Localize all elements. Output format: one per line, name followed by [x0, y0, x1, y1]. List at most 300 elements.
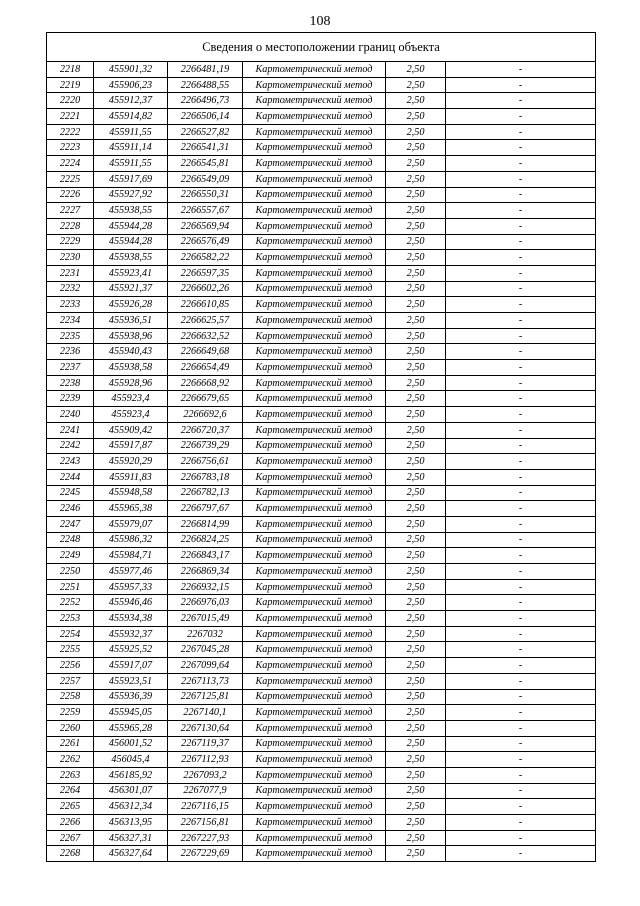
y-coordinate-cell: 2266797,67	[168, 501, 243, 517]
y-coordinate-cell: 2267229,69	[168, 846, 243, 862]
y-coordinate-cell: 2266632,52	[168, 328, 243, 344]
table-row	[47, 109, 596, 125]
y-coordinate-cell: 2266932,15	[168, 579, 243, 595]
point-number-cell: 2265	[47, 799, 94, 815]
point-number-cell: 2224	[47, 156, 94, 172]
y-coordinate-cell: 2266602,26	[168, 281, 243, 297]
table-row	[47, 265, 596, 281]
table-row	[47, 124, 596, 140]
precision-cell: 2,50	[386, 642, 446, 658]
precision-cell: 2,50	[386, 391, 446, 407]
method-cell: Картометрический метод	[243, 579, 386, 595]
y-coordinate-cell: 2266597,35	[168, 265, 243, 281]
table-row	[47, 815, 596, 831]
method-cell: Картометрический метод	[243, 626, 386, 642]
y-coordinate-cell: 2267093,2	[168, 767, 243, 783]
description-cell: -	[446, 799, 596, 815]
y-coordinate-cell: 2266739,29	[168, 438, 243, 454]
description-cell: -	[446, 752, 596, 768]
method-cell: Картометрический метод	[243, 846, 386, 862]
description-cell: -	[446, 564, 596, 580]
description-cell: -	[446, 815, 596, 831]
precision-cell: 2,50	[386, 752, 446, 768]
description-cell: -	[446, 532, 596, 548]
table-row	[47, 705, 596, 721]
precision-cell: 2,50	[386, 422, 446, 438]
description-cell: -	[446, 689, 596, 705]
description-cell: -	[446, 265, 596, 281]
table-row	[47, 77, 596, 93]
description-cell: -	[446, 658, 596, 674]
x-coordinate-cell: 455936,51	[94, 313, 168, 329]
precision-cell: 2,50	[386, 93, 446, 109]
point-number-cell: 2226	[47, 187, 94, 203]
boundary-coordinates-table	[46, 32, 596, 862]
method-cell: Картометрический метод	[243, 171, 386, 187]
description-cell: -	[446, 140, 596, 156]
x-coordinate-cell: 455901,32	[94, 62, 168, 78]
y-coordinate-cell: 2267125,81	[168, 689, 243, 705]
precision-cell: 2,50	[386, 532, 446, 548]
method-cell: Картометрический метод	[243, 140, 386, 156]
table-row	[47, 391, 596, 407]
x-coordinate-cell: 455911,83	[94, 469, 168, 485]
x-coordinate-cell: 455926,28	[94, 297, 168, 313]
method-cell: Картометрический метод	[243, 62, 386, 78]
precision-cell: 2,50	[386, 140, 446, 156]
point-number-cell: 2249	[47, 548, 94, 564]
x-coordinate-cell: 455938,58	[94, 360, 168, 376]
method-cell: Картометрический метод	[243, 407, 386, 423]
x-coordinate-cell: 455948,58	[94, 485, 168, 501]
y-coordinate-cell: 2266869,34	[168, 564, 243, 580]
y-coordinate-cell: 2266481,19	[168, 62, 243, 78]
x-coordinate-cell: 455923,4	[94, 391, 168, 407]
y-coordinate-cell: 2266610,85	[168, 297, 243, 313]
point-number-cell: 2240	[47, 407, 94, 423]
description-cell: -	[446, 469, 596, 485]
x-coordinate-cell: 455917,87	[94, 438, 168, 454]
precision-cell: 2,50	[386, 156, 446, 172]
table-row	[47, 783, 596, 799]
precision-cell: 2,50	[386, 313, 446, 329]
method-cell: Картометрический метод	[243, 642, 386, 658]
precision-cell: 2,50	[386, 265, 446, 281]
method-cell: Картометрический метод	[243, 265, 386, 281]
table-body	[47, 33, 596, 862]
page-number: 108	[309, 14, 331, 29]
method-cell: Картометрический метод	[243, 595, 386, 611]
method-cell: Картометрический метод	[243, 532, 386, 548]
table-row	[47, 564, 596, 580]
x-coordinate-cell: 455957,33	[94, 579, 168, 595]
x-coordinate-cell: 455938,96	[94, 328, 168, 344]
point-number-cell: 2241	[47, 422, 94, 438]
point-number-cell: 2251	[47, 579, 94, 595]
method-cell: Картометрический метод	[243, 250, 386, 266]
point-number-cell: 2223	[47, 140, 94, 156]
precision-cell: 2,50	[386, 595, 446, 611]
method-cell: Картометрический метод	[243, 815, 386, 831]
table-row	[47, 595, 596, 611]
point-number-cell: 2244	[47, 469, 94, 485]
x-coordinate-cell: 456327,64	[94, 846, 168, 862]
method-cell: Картометрический метод	[243, 391, 386, 407]
y-coordinate-cell: 2266496,73	[168, 93, 243, 109]
description-cell: -	[446, 673, 596, 689]
table-row	[47, 830, 596, 846]
table-row	[47, 313, 596, 329]
x-coordinate-cell: 456045,4	[94, 752, 168, 768]
precision-cell: 2,50	[386, 187, 446, 203]
precision-cell: 2,50	[386, 203, 446, 219]
table-title-row	[47, 33, 596, 62]
y-coordinate-cell: 2266668,92	[168, 375, 243, 391]
point-number-cell: 2264	[47, 783, 94, 799]
x-coordinate-cell: 455984,71	[94, 548, 168, 564]
x-coordinate-cell: 455912,37	[94, 93, 168, 109]
description-cell: -	[446, 438, 596, 454]
method-cell: Картометрический метод	[243, 689, 386, 705]
description-cell: -	[446, 156, 596, 172]
y-coordinate-cell: 2267140,1	[168, 705, 243, 721]
precision-cell: 2,50	[386, 454, 446, 470]
table-row	[47, 422, 596, 438]
description-cell: -	[446, 548, 596, 564]
method-cell: Картометрический метод	[243, 799, 386, 815]
y-coordinate-cell: 2266756,61	[168, 454, 243, 470]
description-cell: -	[446, 171, 596, 187]
precision-cell: 2,50	[386, 124, 446, 140]
y-coordinate-cell: 2267227,93	[168, 830, 243, 846]
table-row	[47, 187, 596, 203]
method-cell: Картометрический метод	[243, 516, 386, 532]
x-coordinate-cell: 455944,28	[94, 218, 168, 234]
description-cell: -	[446, 187, 596, 203]
point-number-cell: 2237	[47, 360, 94, 376]
point-number-cell: 2252	[47, 595, 94, 611]
precision-cell: 2,50	[386, 328, 446, 344]
description-cell: -	[446, 516, 596, 532]
table-row	[47, 375, 596, 391]
method-cell: Картометрический метод	[243, 218, 386, 234]
y-coordinate-cell: 2266541,31	[168, 140, 243, 156]
description-cell: -	[446, 62, 596, 78]
precision-cell: 2,50	[386, 218, 446, 234]
method-cell: Картометрический метод	[243, 564, 386, 580]
description-cell: -	[446, 485, 596, 501]
y-coordinate-cell: 2266649,68	[168, 344, 243, 360]
x-coordinate-cell: 455938,55	[94, 250, 168, 266]
table-row	[47, 642, 596, 658]
y-coordinate-cell: 2267032	[168, 626, 243, 642]
table-row	[47, 673, 596, 689]
y-coordinate-cell: 2266976,03	[168, 595, 243, 611]
method-cell: Картометрический метод	[243, 124, 386, 140]
x-coordinate-cell: 455944,28	[94, 234, 168, 250]
point-number-cell: 2222	[47, 124, 94, 140]
description-cell: -	[446, 501, 596, 517]
x-coordinate-cell: 455911,14	[94, 140, 168, 156]
x-coordinate-cell: 455906,23	[94, 77, 168, 93]
method-cell: Картометрический метод	[243, 720, 386, 736]
table-row	[47, 156, 596, 172]
precision-cell: 2,50	[386, 360, 446, 376]
method-cell: Картометрический метод	[243, 611, 386, 627]
point-number-cell: 2238	[47, 375, 94, 391]
x-coordinate-cell: 455911,55	[94, 124, 168, 140]
x-coordinate-cell: 456313,95	[94, 815, 168, 831]
description-cell: -	[446, 830, 596, 846]
table-row	[47, 752, 596, 768]
method-cell: Картометрический метод	[243, 187, 386, 203]
description-cell: -	[446, 626, 596, 642]
table-row	[47, 689, 596, 705]
point-number-cell: 2229	[47, 234, 94, 250]
point-number-cell: 2259	[47, 705, 94, 721]
point-number-cell: 2253	[47, 611, 94, 627]
table-row	[47, 438, 596, 454]
x-coordinate-cell: 455936,39	[94, 689, 168, 705]
method-cell: Картометрический метод	[243, 485, 386, 501]
description-cell: -	[446, 218, 596, 234]
method-cell: Картометрический метод	[243, 344, 386, 360]
y-coordinate-cell: 2266576,49	[168, 234, 243, 250]
point-number-cell: 2239	[47, 391, 94, 407]
x-coordinate-cell: 456301,07	[94, 783, 168, 799]
method-cell: Картометрический метод	[243, 328, 386, 344]
precision-cell: 2,50	[386, 689, 446, 705]
y-coordinate-cell: 2266549,09	[168, 171, 243, 187]
method-cell: Картометрический метод	[243, 156, 386, 172]
x-coordinate-cell: 455945,05	[94, 705, 168, 721]
description-cell: -	[446, 736, 596, 752]
precision-cell: 2,50	[386, 516, 446, 532]
precision-cell: 2,50	[386, 799, 446, 815]
method-cell: Картометрический метод	[243, 752, 386, 768]
method-cell: Картометрический метод	[243, 469, 386, 485]
point-number-cell: 2260	[47, 720, 94, 736]
table-row	[47, 532, 596, 548]
point-number-cell: 2257	[47, 673, 94, 689]
point-number-cell: 2261	[47, 736, 94, 752]
x-coordinate-cell: 455923,51	[94, 673, 168, 689]
description-cell: -	[446, 391, 596, 407]
table-row	[47, 62, 596, 78]
x-coordinate-cell: 455914,82	[94, 109, 168, 125]
point-number-cell: 2233	[47, 297, 94, 313]
y-coordinate-cell: 2267130,64	[168, 720, 243, 736]
y-coordinate-cell: 2266550,31	[168, 187, 243, 203]
method-cell: Картометрический метод	[243, 501, 386, 517]
method-cell: Картометрический метод	[243, 375, 386, 391]
x-coordinate-cell: 455940,43	[94, 344, 168, 360]
precision-cell: 2,50	[386, 501, 446, 517]
x-coordinate-cell: 455934,38	[94, 611, 168, 627]
table-row	[47, 344, 596, 360]
description-cell: -	[446, 611, 596, 627]
precision-cell: 2,50	[386, 375, 446, 391]
method-cell: Картометрический метод	[243, 77, 386, 93]
y-coordinate-cell: 2266488,55	[168, 77, 243, 93]
method-cell: Картометрический метод	[243, 422, 386, 438]
precision-cell: 2,50	[386, 62, 446, 78]
method-cell: Картометрический метод	[243, 297, 386, 313]
x-coordinate-cell: 456312,34	[94, 799, 168, 815]
method-cell: Картометрический метод	[243, 360, 386, 376]
table-row	[47, 93, 596, 109]
precision-cell: 2,50	[386, 830, 446, 846]
description-cell: -	[446, 705, 596, 721]
precision-cell: 2,50	[386, 705, 446, 721]
description-cell: -	[446, 595, 596, 611]
description-cell: -	[446, 250, 596, 266]
table-title: Сведения о местоположении границ объекта	[47, 33, 596, 62]
precision-cell: 2,50	[386, 297, 446, 313]
y-coordinate-cell: 2266824,25	[168, 532, 243, 548]
method-cell: Картометрический метод	[243, 736, 386, 752]
description-cell: -	[446, 767, 596, 783]
x-coordinate-cell: 455928,96	[94, 375, 168, 391]
point-number-cell: 2263	[47, 767, 94, 783]
table-row	[47, 626, 596, 642]
description-cell: -	[446, 642, 596, 658]
point-number-cell: 2254	[47, 626, 94, 642]
precision-cell: 2,50	[386, 485, 446, 501]
point-number-cell: 2248	[47, 532, 94, 548]
x-coordinate-cell: 455909,42	[94, 422, 168, 438]
x-coordinate-cell: 455920,29	[94, 454, 168, 470]
point-number-cell: 2225	[47, 171, 94, 187]
point-number-cell: 2243	[47, 454, 94, 470]
point-number-cell: 2221	[47, 109, 94, 125]
method-cell: Картометрический метод	[243, 658, 386, 674]
point-number-cell: 2230	[47, 250, 94, 266]
x-coordinate-cell: 455946,46	[94, 595, 168, 611]
description-cell: -	[446, 109, 596, 125]
precision-cell: 2,50	[386, 77, 446, 93]
table-row	[47, 658, 596, 674]
table-row	[47, 203, 596, 219]
method-cell: Картометрический метод	[243, 93, 386, 109]
point-number-cell: 2228	[47, 218, 94, 234]
table-row	[47, 579, 596, 595]
precision-cell: 2,50	[386, 673, 446, 689]
y-coordinate-cell: 2267077,9	[168, 783, 243, 799]
point-number-cell: 2218	[47, 62, 94, 78]
x-coordinate-cell: 455917,69	[94, 171, 168, 187]
y-coordinate-cell: 2267119,37	[168, 736, 243, 752]
table-row	[47, 799, 596, 815]
precision-cell: 2,50	[386, 281, 446, 297]
description-cell: -	[446, 281, 596, 297]
table-row	[47, 140, 596, 156]
y-coordinate-cell: 2266783,18	[168, 469, 243, 485]
x-coordinate-cell: 456001,52	[94, 736, 168, 752]
method-cell: Картометрический метод	[243, 281, 386, 297]
point-number-cell: 2255	[47, 642, 94, 658]
x-coordinate-cell: 456327,31	[94, 830, 168, 846]
description-cell: -	[446, 234, 596, 250]
description-cell: -	[446, 297, 596, 313]
y-coordinate-cell: 2266527,82	[168, 124, 243, 140]
precision-cell: 2,50	[386, 344, 446, 360]
precision-cell: 2,50	[386, 407, 446, 423]
precision-cell: 2,50	[386, 579, 446, 595]
precision-cell: 2,50	[386, 846, 446, 862]
method-cell: Картометрический метод	[243, 438, 386, 454]
description-cell: -	[446, 344, 596, 360]
description-cell: -	[446, 846, 596, 862]
x-coordinate-cell: 455917,07	[94, 658, 168, 674]
point-number-cell: 2245	[47, 485, 94, 501]
y-coordinate-cell: 2266814,99	[168, 516, 243, 532]
x-coordinate-cell: 455927,92	[94, 187, 168, 203]
description-cell: -	[446, 313, 596, 329]
x-coordinate-cell: 455986,32	[94, 532, 168, 548]
y-coordinate-cell: 2266654,49	[168, 360, 243, 376]
x-coordinate-cell: 455925,52	[94, 642, 168, 658]
y-coordinate-cell: 2266692,6	[168, 407, 243, 423]
point-number-cell: 2256	[47, 658, 94, 674]
precision-cell: 2,50	[386, 438, 446, 454]
y-coordinate-cell: 2266545,81	[168, 156, 243, 172]
point-number-cell: 2234	[47, 313, 94, 329]
y-coordinate-cell: 2266582,22	[168, 250, 243, 266]
x-coordinate-cell: 455923,41	[94, 265, 168, 281]
description-cell: -	[446, 203, 596, 219]
precision-cell: 2,50	[386, 626, 446, 642]
description-cell: -	[446, 124, 596, 140]
precision-cell: 2,50	[386, 564, 446, 580]
point-number-cell: 2220	[47, 93, 94, 109]
point-number-cell: 2236	[47, 344, 94, 360]
table-row	[47, 454, 596, 470]
table-row	[47, 501, 596, 517]
table-row	[47, 218, 596, 234]
table-row	[47, 469, 596, 485]
point-number-cell: 2219	[47, 77, 94, 93]
method-cell: Картометрический метод	[243, 783, 386, 799]
x-coordinate-cell: 455923,4	[94, 407, 168, 423]
description-cell: -	[446, 407, 596, 423]
precision-cell: 2,50	[386, 736, 446, 752]
table-row	[47, 281, 596, 297]
description-cell: -	[446, 93, 596, 109]
point-number-cell: 2268	[47, 846, 94, 862]
precision-cell: 2,50	[386, 171, 446, 187]
y-coordinate-cell: 2267113,73	[168, 673, 243, 689]
description-cell: -	[446, 360, 596, 376]
method-cell: Картометрический метод	[243, 767, 386, 783]
description-cell: -	[446, 579, 596, 595]
y-coordinate-cell: 2267112,93	[168, 752, 243, 768]
table-row	[47, 516, 596, 532]
y-coordinate-cell: 2266625,57	[168, 313, 243, 329]
description-cell: -	[446, 454, 596, 470]
method-cell: Картометрический метод	[243, 234, 386, 250]
y-coordinate-cell: 2266569,94	[168, 218, 243, 234]
point-number-cell: 2267	[47, 830, 94, 846]
method-cell: Картометрический метод	[243, 313, 386, 329]
point-number-cell: 2246	[47, 501, 94, 517]
precision-cell: 2,50	[386, 234, 446, 250]
table-row	[47, 407, 596, 423]
y-coordinate-cell: 2267156,81	[168, 815, 243, 831]
table-row	[47, 328, 596, 344]
y-coordinate-cell: 2267045,28	[168, 642, 243, 658]
description-cell: -	[446, 720, 596, 736]
